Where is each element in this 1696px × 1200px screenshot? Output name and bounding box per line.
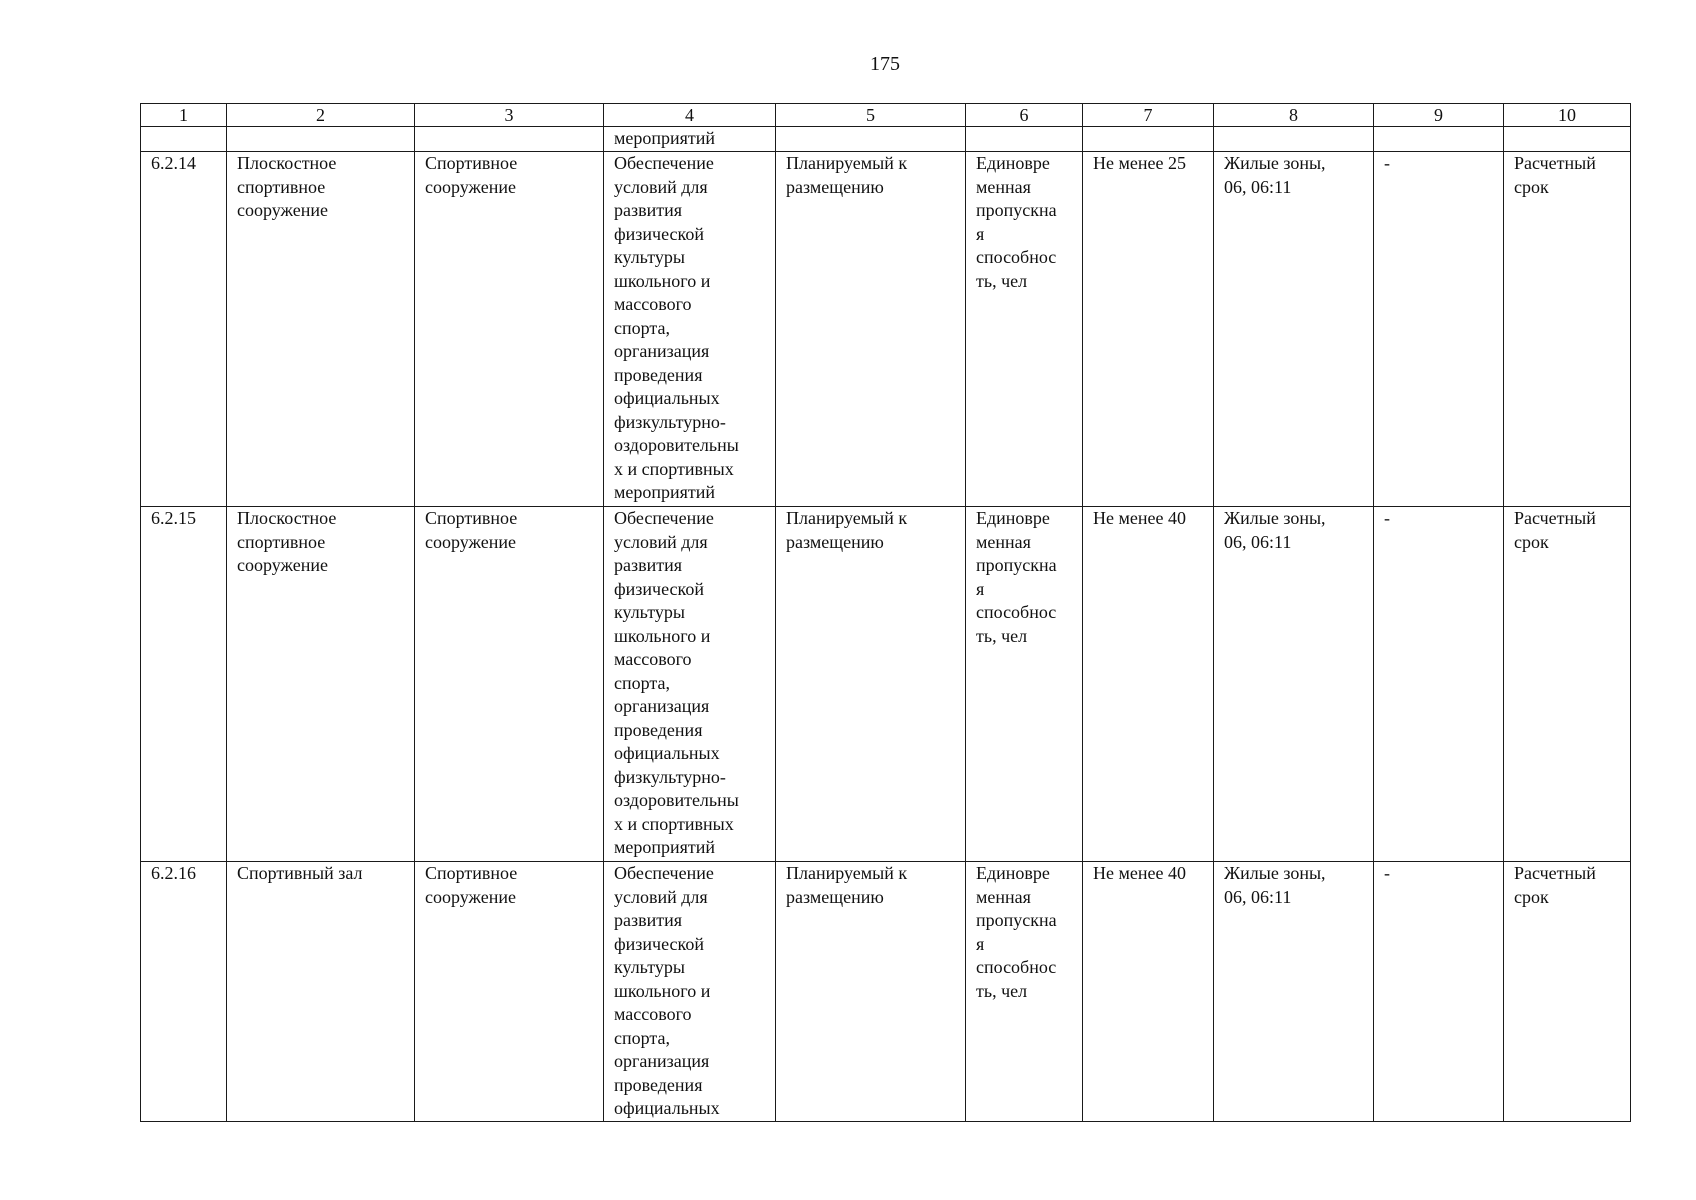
column-header: 4 [604, 104, 776, 127]
table-cell [415, 127, 604, 152]
objects-table [140, 103, 1631, 1122]
col9-cell: - [1374, 862, 1504, 1122]
purpose-cell: Обеспечение условий для развития физической культуры школьного и массового спорта, организация проведения официальных физкультурно- оздоровительны х и спортивных мероприятий [604, 152, 776, 507]
column-header: 5 [776, 104, 966, 127]
table-cell [141, 127, 227, 152]
characteristic-cell: Единовре менная пропускна я способнос ть, чел [966, 507, 1083, 862]
table-cell [776, 127, 966, 152]
term-cell: Расчетный срок [1504, 507, 1631, 862]
status-cell: Планируемый к размещению [776, 507, 966, 862]
column-header: 3 [415, 104, 604, 127]
zone-cell: Жилые зоны, 06, 06:11 [1214, 862, 1374, 1122]
table-cell [1083, 127, 1214, 152]
name-cell: Плоскостное спортивное сооружение [227, 152, 415, 507]
type-cell: Спортивное сооружение [415, 862, 604, 1122]
purpose-cell: Обеспечение условий для развития физической культуры школьного и массового спорта, организация проведения официальных [604, 862, 776, 1122]
name-cell: Спортивный зал [227, 862, 415, 1122]
table-cell [227, 127, 415, 152]
column-header: 9 [1374, 104, 1504, 127]
table-cell [1374, 127, 1504, 152]
type-cell: Спортивное сооружение [415, 152, 604, 507]
col9-cell: - [1374, 152, 1504, 507]
table-row [141, 862, 1631, 1122]
number-cell: 6.2.16 [141, 862, 227, 1122]
name-cell: Плоскостное спортивное сооружение [227, 507, 415, 862]
purpose-cell: Обеспечение условий для развития физической культуры школьного и массового спорта, организация проведения официальных физкультурно- оздоровительны х и спортивных мероприятий [604, 507, 776, 862]
characteristic-cell: Единовре менная пропускна я способнос ть, чел [966, 152, 1083, 507]
column-header: 7 [1083, 104, 1214, 127]
type-cell: Спортивное сооружение [415, 507, 604, 862]
status-cell: Планируемый к размещению [776, 862, 966, 1122]
characteristic-cell: Единовре менная пропускна я способнос ть, чел [966, 862, 1083, 1122]
table-row [141, 152, 1631, 507]
value-cell: Не менее 40 [1083, 862, 1214, 1122]
table-cell [966, 127, 1083, 152]
purpose-cell: мероприятий [604, 127, 776, 152]
col9-cell: - [1374, 507, 1504, 862]
table-cell [1214, 127, 1374, 152]
term-cell: Расчетный срок [1504, 152, 1631, 507]
term-cell: Расчетный срок [1504, 862, 1631, 1122]
continuation-row [141, 127, 1631, 152]
column-header: 8 [1214, 104, 1374, 127]
column-header: 2 [227, 104, 415, 127]
column-header: 10 [1504, 104, 1631, 127]
table-cell [1504, 127, 1631, 152]
zone-cell: Жилые зоны, 06, 06:11 [1214, 507, 1374, 862]
table-row [141, 507, 1631, 862]
column-number-row [141, 104, 1631, 127]
value-cell: Не менее 40 [1083, 507, 1214, 862]
column-header: 1 [141, 104, 227, 127]
number-cell: 6.2.14 [141, 152, 227, 507]
page-number: 175 [870, 53, 900, 75]
zone-cell: Жилые зоны, 06, 06:11 [1214, 152, 1374, 507]
column-header: 6 [966, 104, 1083, 127]
status-cell: Планируемый к размещению [776, 152, 966, 507]
number-cell: 6.2.15 [141, 507, 227, 862]
value-cell: Не менее 25 [1083, 152, 1214, 507]
